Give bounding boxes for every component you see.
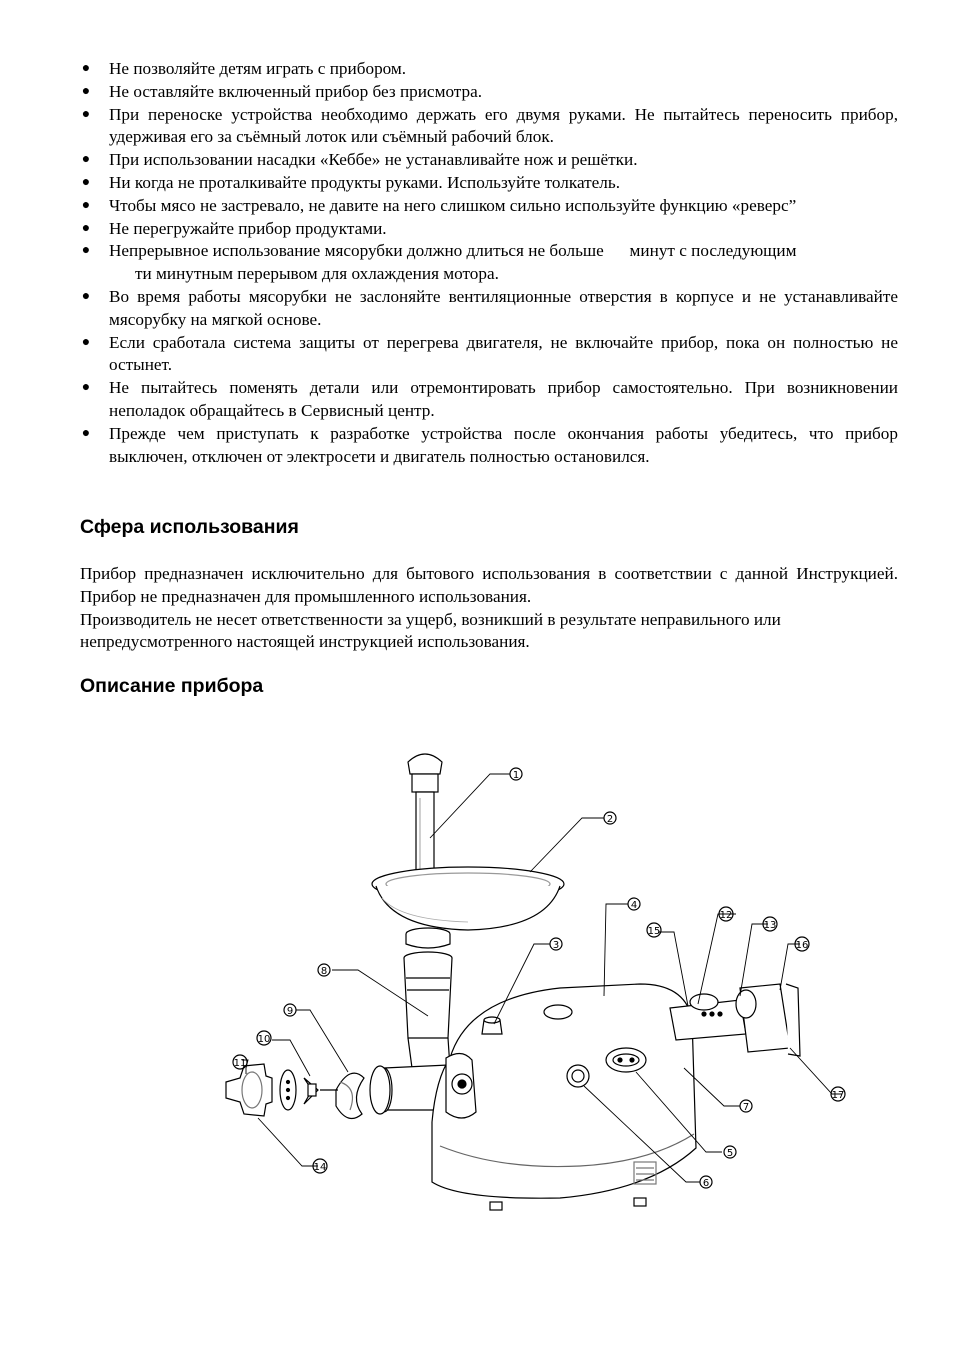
callout-10 <box>257 1031 271 1045</box>
callout-11 <box>233 1055 247 1069</box>
reverse-button <box>482 1017 502 1034</box>
motor-housing <box>432 984 696 1210</box>
bullet-icon: ● <box>81 174 91 190</box>
callout-6 <box>700 1176 712 1189</box>
bullet-icon: ● <box>81 152 91 168</box>
svg-text:17: 17 <box>831 1090 845 1101</box>
svg-text:4: 4 <box>630 900 638 911</box>
list-item: ● Прежде чем приступать к разработке устройства после окончания работы убедитесь, что прибор выключен, отключен от электросети и двигатель полностью остановился. <box>81 423 898 466</box>
list-item: ● Во время работы мясорубки не заслоняйте вентиляционные отверстия в корпусе и не устанавливайте мясорубку на мягкой основе. <box>81 286 898 329</box>
svg-text:9: 9 <box>286 1006 294 1017</box>
list-item: ● Не позволяйте детям играть с прибором. <box>80 58 898 81</box>
bullet-icon: ● <box>81 106 91 122</box>
list-item: ● Чтобы мясо не застревало, не давите на него слишком сильно используйте функцию «реверс” <box>80 195 898 218</box>
callout-16 <box>795 937 809 951</box>
callout-13 <box>763 917 777 931</box>
list-item: ● Непрерывное использование мясорубки должно длиться не больше минут с последующим ти минутным перерывом для охлаждения мотора. <box>81 241 797 284</box>
bullet-icon: ● <box>81 220 91 236</box>
paragraph: Производитель не несет ответственности за ущерб, возникший в результате неправильного или непредусмотренного настоящей инструкцией использования. <box>80 609 781 652</box>
auger <box>320 1073 364 1118</box>
ring-nut <box>226 1064 272 1116</box>
callout-9 <box>284 1004 296 1017</box>
power-switch <box>567 1065 589 1087</box>
list-item: ● При переноске устройства необходимо держать его двумя руками. Не пытайтесь переносить прибор, удерживая его за съёмный лоток или съёмный рабочий блок. <box>81 104 898 147</box>
feed-tube <box>404 952 452 1068</box>
bullet-icon: ● <box>81 288 91 304</box>
meat-grinder-illustration <box>200 738 860 1238</box>
svg-text:11: 11 <box>233 1058 247 1069</box>
callout-3 <box>550 938 562 951</box>
paragraph: Прибор предназначен исключительно для бытового использования в соответствии с данной Инструкцией. Прибор не предназначен для промышленного использования. <box>80 564 898 606</box>
grid-plate <box>280 1070 296 1110</box>
callout-8 <box>318 964 330 977</box>
knife <box>304 1078 318 1104</box>
svg-text:15: 15 <box>647 926 661 937</box>
svg-text:1: 1 <box>512 770 520 781</box>
bullet-icon: ● <box>81 425 91 441</box>
svg-text:8: 8 <box>320 966 328 977</box>
bullet-icon: ● <box>81 197 91 213</box>
callout-15 <box>647 923 661 937</box>
section-sphere-body <box>80 563 898 654</box>
svg-text:10: 10 <box>257 1034 271 1045</box>
list-item: ● Не пытайтесь поменять детали или отремонтировать прибор самостоятельно. При возникновении неполадок обращайтесь в Сервисный центр. <box>81 378 898 420</box>
svg-text:14: 14 <box>313 1162 327 1173</box>
callout-12 <box>719 907 733 921</box>
bullet-icon: ● <box>81 83 91 99</box>
svg-text:2: 2 <box>606 814 614 825</box>
callout-4 <box>628 898 640 911</box>
svg-text:3: 3 <box>552 940 560 951</box>
svg-text:12: 12 <box>719 910 733 921</box>
svg-text:6: 6 <box>702 1178 710 1189</box>
bullet-icon: ● <box>81 334 91 350</box>
callout-2 <box>604 812 616 825</box>
meat-grinder-diagram <box>200 738 860 1238</box>
list-item: ● Не перегружайте прибор продуктами. <box>80 218 898 241</box>
bullet-icon: ● <box>81 380 91 396</box>
list-item: ● Если сработала система защиты от перегрева двигателя, не включайте прибор, пока он полностью не остынет. <box>81 332 898 375</box>
svg-text:13: 13 <box>763 920 777 931</box>
list-item: ● Не оставляйте включенный прибор без присмотра. <box>80 81 898 104</box>
callout-1 <box>510 768 522 781</box>
safety-bullet-list <box>80 58 898 468</box>
svg-text:5: 5 <box>726 1148 734 1159</box>
control-panel <box>606 1048 646 1072</box>
callout-5 <box>724 1146 736 1159</box>
bullet-icon: ● <box>81 243 91 259</box>
list-item: ● Ни когда не проталкивайте продукты руками. Используйте толкатель. <box>80 172 898 195</box>
callout-17 <box>831 1087 845 1101</box>
list-item: ● При использовании насадки «Кеббе» не устанавливайте нож и решётки. <box>80 149 898 172</box>
svg-text:7: 7 <box>742 1102 750 1113</box>
tray <box>372 867 564 930</box>
callout-14 <box>313 1159 327 1173</box>
bullet-icon: ● <box>81 61 91 76</box>
callout-7 <box>740 1100 752 1113</box>
pusher <box>408 754 442 886</box>
svg-text:16: 16 <box>795 940 809 951</box>
section-heading-description: Описание прибора <box>80 675 264 697</box>
section-heading-sphere: Сфера использования <box>80 516 299 538</box>
